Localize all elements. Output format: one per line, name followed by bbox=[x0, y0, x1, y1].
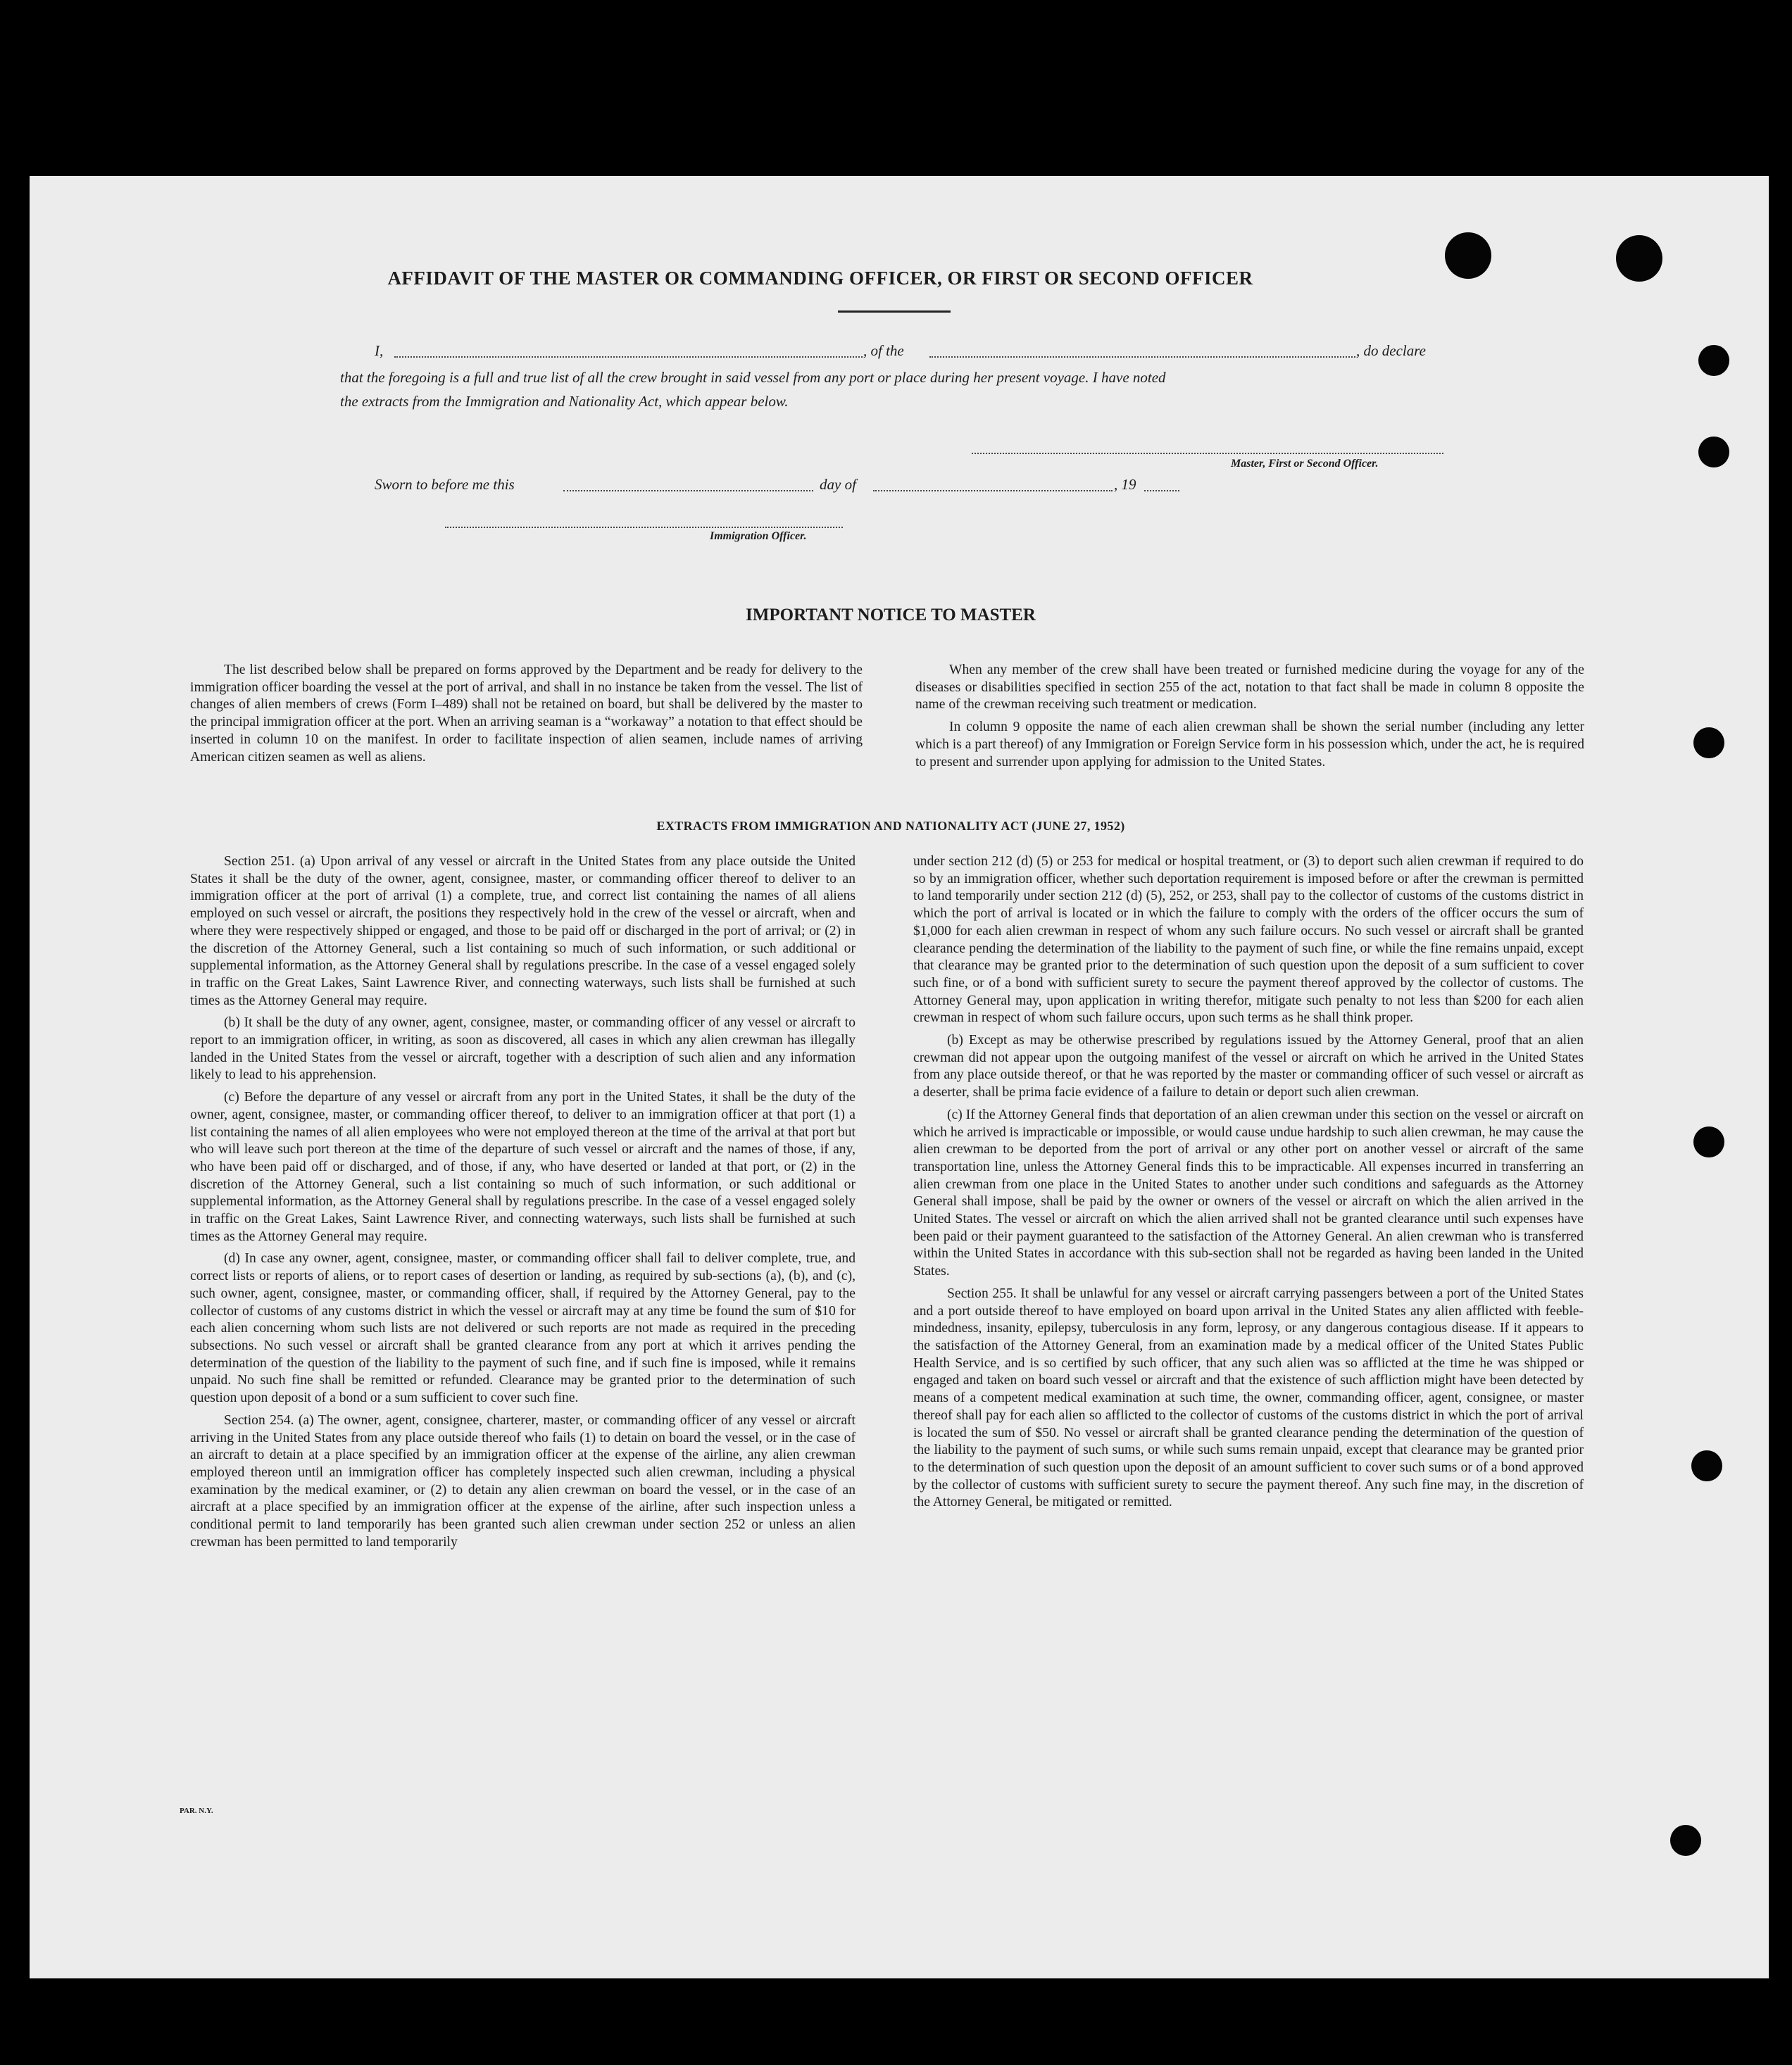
of-the-label: , of the bbox=[863, 342, 904, 359]
sworn-day-field[interactable] bbox=[563, 490, 813, 491]
do-declare-label: , do declare bbox=[1356, 342, 1426, 359]
vessel-field[interactable] bbox=[929, 356, 1355, 358]
punch-hole bbox=[1698, 437, 1729, 467]
extracts-title: EXTRACTS FROM IMMIGRATION AND NATIONALITY ACT (JUNE 27, 1952) bbox=[656, 819, 1125, 833]
extracts-right-column bbox=[913, 853, 1584, 1517]
notice-right-paragraph-1: When any member of the crew shall have been treated or furnished medicine during the voyage for any of the diseases or disabilities specified in section 255 of the act, notation to that fact shall be made in column 8 opposite the name of the crewman receiving such treatment or medication. bbox=[915, 663, 1584, 713]
extracts-left-column bbox=[190, 853, 856, 1556]
punch-hole bbox=[1693, 727, 1724, 758]
section-254-a-continued: under section 212 (d) (5) or 253 for medical or hospital treatment, or (3) to deport such alien crewman if required to do so by an immigration officer, whether such deportation requirement is imposed before or after the crewman is permitted to land temporarily under section 212 (d) (5), 252, or 253, shall pay to the collector of customs of the customs district in which the port of arrival is located or in which the failure to comply with the orders of the officer occurs the sum of $1,000 for each alien crewman in respect of whom any such failure occurs. No such vessel or aircraft shall be granted clearance pending the determination of the liability to the payment of such fine, or while the fine remains unpaid, except that clearance may be granted prior to the determination of such question upon the deposit of a sum sufficient to cover such fine, or of a bond with sufficient surety to secure the payment thereof approved by the collector of customs. The Attorney General may, upon application in writing therefor, mitigate such penalty to not less than $200 for each alien crewman in respect of whom such failure occurs, upon such terms as he shall think proper. bbox=[913, 854, 1584, 1026]
statement-line-1: that the foregoing is a full and true list of all the crew brought in said vessel from any port or place during her present voyage. I have noted bbox=[340, 369, 1166, 386]
punch-hole bbox=[1693, 1126, 1724, 1157]
sworn-label: Sworn to before me this bbox=[375, 476, 515, 493]
section-251-a: Section 251. (a) Upon arrival of any vessel or aircraft in the United States from any place outside the United States it shall be the duty of the owner, agent, consignee, master, or commanding officer thereof to deliver to an immigration officer at the port of arrival (1) a complete, true, and correct list containing the names of all aliens employed on such vessel or aircraft, the positions they respectively hold in the crew of the vessel or aircraft, when and where they were respectively shipped or engaged, and those to be paid off or discharged in the port of arrival; or (2) in the discretion of the Attorney General, such a list containing so much of such information, or such additional or supplemental information, as the Attorney General shall by regulations prescribe. In the case of a vessel engaged solely in traffic on the Great Lakes, Saint Lawrence River, and connecting waterways, such lists shall be furnished at such times as the Attorney General may require. bbox=[190, 854, 856, 1008]
section-251-d: (d) In case any owner, agent, consignee, master, or commanding officer shall fail to deliver complete, true, and correct lists or reports of aliens, or to report cases of desertion or landing, as required by sub-sections (a), (b), and (c), such owner, agent, consignee, master, or commanding officer, shall, if required by the Attorney General, pay to the collector of customs of any customs district in which the vessel or aircraft may at any time be found the sum of $10 for each alien concerning whom such lists are not delivered or such reports are not made as required in the preceding subsections. No such vessel or aircraft shall be granted clearance from any port at which it arrives pending the determination of the question of the liability to the payment of such fine, and if such fine is imposed, while it remains unpaid. No such fine shall be remitted or refunded. Clearance may be granted prior to the determination of such question upon deposit of a bond or a sum sufficient to cover such fine. bbox=[190, 1251, 856, 1406]
notice-left-paragraph: The list described below shall be prepared on forms approved by the Department and be ready for delivery to the immigration officer boarding the vessel at the port of arrival, and shall in no instance be taken from the vessel. The list of changes of alien members of crews (Form I–489) shall not be retained on board, but shall be delivered by the master to the principal immigration officer at the port. When an arriving seaman is a “workaway” a notation to that effect should be inserted in column 10 on the manifest. In order to facilitate inspection of alien seamen, include names of arriving American citizen seamen as well as aliens. bbox=[190, 663, 863, 765]
notice-title: IMPORTANT NOTICE TO MASTER bbox=[746, 605, 1036, 624]
name-field[interactable] bbox=[394, 356, 863, 358]
punch-hole bbox=[1698, 345, 1729, 376]
signature-caption: Master, First or Second Officer. bbox=[1231, 458, 1379, 470]
notice-right-paragraph-2: In column 9 opposite the name of each alien crewman shall be shown the serial number (including any letter which is a part thereof) of any Immigration or Foreign Service form in his possession which, under the act, he is required to present and surrender upon applying for admission to the United States. bbox=[915, 720, 1584, 770]
section-255: Section 255. It shall be unlawful for any vessel or aircraft carrying passengers between a port of the United States and a port outside thereof to have employed on board upon arrival in the United States any alien afflicted with feeble-mindedness, insanity, epilepsy, tuberculosis in any form, leprosy, or any dangerous contagious disease. If it appears to the satisfaction of the Attorney General, from an examination made by a medical officer of the United States Public Health Service, and is so certified by such officer, that any such alien was so afflicted at the time he was shipped or engaged and taken on board such vessel or aircraft and that the existence of such affliction might have been detected by means of a competent medical examination at such time, the owner, commanding officer, agent, consignee, or master thereof shall pay for each alien so afflicted to the collector of customs of the customs district in which the port of arrival is located the sum of $50. No vessel or aircraft shall be granted clearance pending the determination of the question of the liability to the payment of such sums, or while such sums remain unpaid, except that clearance may be granted prior to the determination of such question upon the deposit of an amount sufficient to cover such sums or of a bond approved by the collector of customs with sufficient surety to secure the payment thereof. Any such fine may, in the discretion of the Attorney General, be mitigated or remitted. bbox=[913, 1286, 1584, 1510]
notice-right-column bbox=[915, 662, 1584, 776]
sworn-month-field[interactable] bbox=[873, 490, 1113, 491]
year-label: , 19 bbox=[1114, 476, 1136, 493]
i-label: I, bbox=[375, 342, 384, 359]
affidavit-title: AFFIDAVIT OF THE MASTER OR COMMANDING OFFICER, OR FIRST OR SECOND OFFICER bbox=[387, 268, 1253, 289]
section-254-b: (b) Except as may be otherwise prescribed by regulations issued by the Attorney General, proof that an alien crewman did not appear upon the outgoing manifest of the vessel or aircraft on which he arrived in the United States from any place outside thereof, or that he was reported by the master or commanding officer of such vessel or aircraft as a deserter, shall be prima facie evidence of a failure to detain or deport such alien crewman. bbox=[913, 1033, 1584, 1100]
sworn-year-field[interactable] bbox=[1144, 490, 1179, 491]
section-254-a: Section 254. (a) The owner, agent, consignee, charterer, master, or commanding officer of any vessel or aircraft arriving in the United States from any place outside thereof who fails (1) to detain on board the vessel, or in the case of an aircraft to detain at a place specified by an immigration officer at the expense of the airline, any alien crewman employed thereon until an immigration officer has completely inspected such alien crewman, including a physical examination by the medical examiner, or (2) to detain any alien crewman on board the vessel, or in the case of an aircraft at a place specified by an immigration officer at the expense of the airline, after such inspection unless a conditional permit to land temporarily has been granted such alien crewman under section 252 or unless an alien crewman has been permitted to land temporarily bbox=[190, 1412, 856, 1550]
punch-hole bbox=[1691, 1450, 1722, 1481]
printer-mark: PAR. N.Y. bbox=[180, 1807, 213, 1815]
notice-left-column bbox=[190, 662, 863, 771]
section-254-c: (c) If the Attorney General finds that deportation of an alien crewman under this section on the vessel or aircraft on which he arrived is impracticable or impossible, or would cause undue hardship to such alien crewman, he may cause the alien crewman to be deported from the port of arrival or any other port on another vessel or aircraft of the same transportation line, unless the Attorney General finds this to be impracticable. All expenses incurred in transferring an alien crewman from one place in the United States to another under such conditions and safeguards as the Attorney General shall impose, shall be paid by the owner or owners of the vessel or aircraft on which the alien arrived in the United States. The vessel or aircraft on which the alien arrived shall not be granted clearance until such expenses have been paid or their payment guaranteed to the satisfaction of the Attorney General. An alien crewman who is transferred within the United States in accordance with this sub-section shall not be regarded as having been landed in the United States. bbox=[913, 1107, 1584, 1279]
punch-hole bbox=[1616, 235, 1662, 282]
punch-hole bbox=[1670, 1825, 1701, 1856]
section-251-c: (c) Before the departure of any vessel or aircraft from any port in the United States, it shall be the duty of the owner, agent, consignee, master, or commanding officer thereof, to deliver to an immigration officer at that port (1) a list containing the names of all alien employees who were not employed thereon at the time of the arrival at that port but who will leave such port thereon at the time of the departure of such vessel or aircraft and the names of those, if any, who have been paid off or discharged, and of those, if any, who have deserted or landed at that port, or (2) in the discretion of the Attorney General, such a list containing so much of such information, or such additional or supplemental information, as the Attorney General shall by regulations prescribe. In the case of a vessel engaged solely in traffic on the Great Lakes, Saint Lawrence River, and connecting waterways, such lists shall be furnished at such times as the Attorney General may require. bbox=[190, 1090, 856, 1244]
title-rule bbox=[838, 310, 951, 313]
day-of-label: day of bbox=[820, 476, 856, 493]
section-251-b: (b) It shall be the duty of any owner, agent, consignee, master, or commanding officer of any vessel or aircraft to report to an immigration officer, in writing, as soon as discovered, all cases in which any alien crewman has illegally landed in the United States from the vessel or aircraft, together with a description of such alien and any information likely to lead to his apprehension. bbox=[190, 1015, 856, 1083]
master-signature-field[interactable] bbox=[972, 453, 1443, 454]
officer-caption: Immigration Officer. bbox=[710, 530, 807, 542]
punch-hole bbox=[1445, 232, 1491, 279]
immigration-officer-signature-field[interactable] bbox=[445, 527, 843, 528]
statement-line-2: the extracts from the Immigration and Nationality Act, which appear below. bbox=[340, 393, 789, 410]
